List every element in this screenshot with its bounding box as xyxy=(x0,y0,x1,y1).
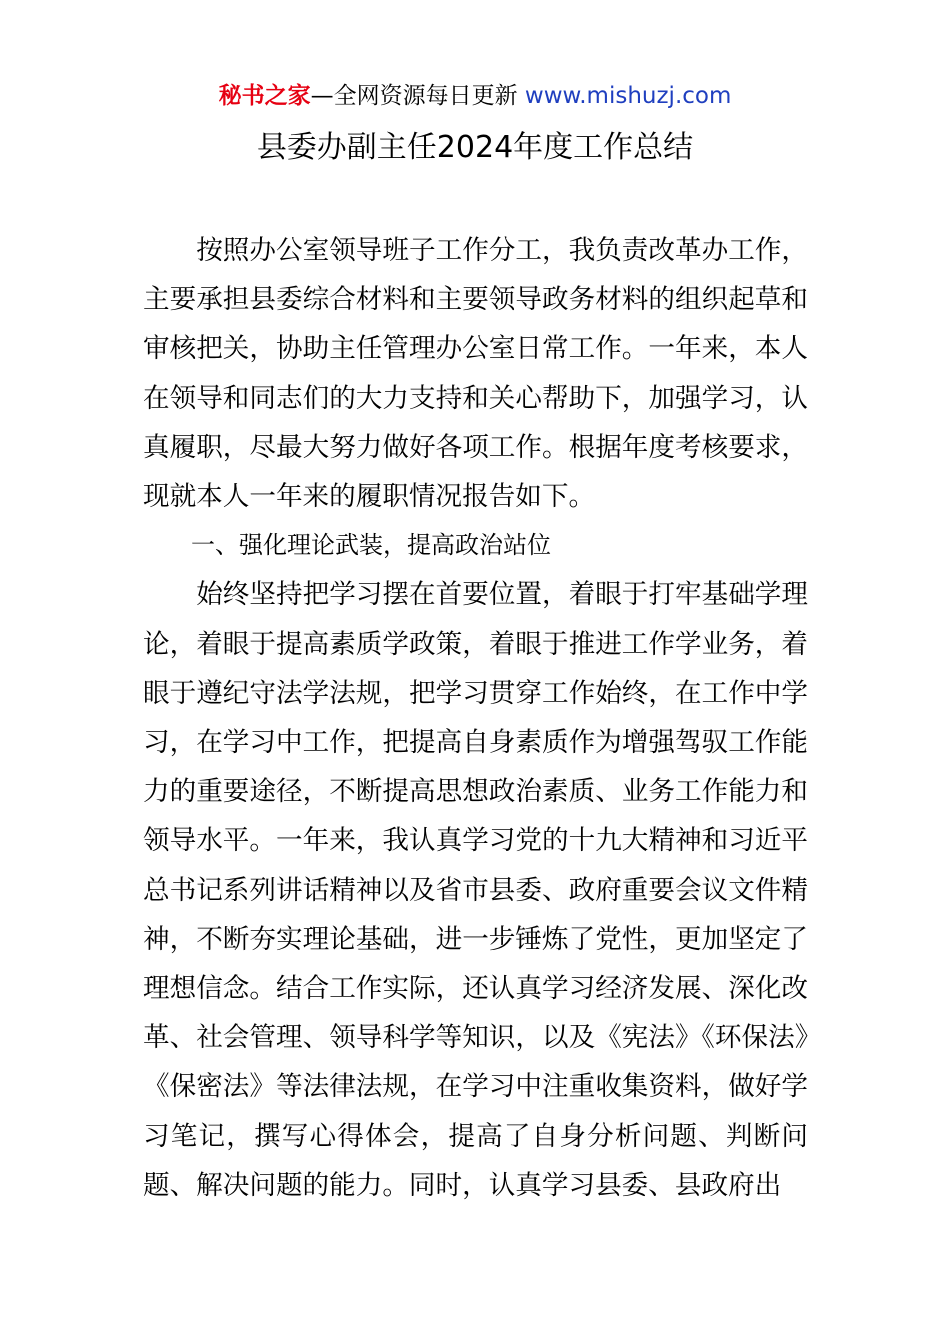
site-brand: 秘书之家 xyxy=(218,83,311,109)
site-tagline: —全网资源每日更新 xyxy=(310,83,518,109)
site-url-link[interactable]: www.mishuzj.com xyxy=(524,83,732,109)
section-heading: 一、强化理论武装，提高政治站位 xyxy=(191,531,551,560)
section-paragraph: 始终坚持把学习摆在首要位置，着眼于打牢基础学理论，着眼于提高素质学政策，着眼于推进工作学业务，着眼于遵纪守法学法规，把学习贯穿工作始终，在工作中学习，在学习中工作，把提高自身素质作为增强驾驭工作能力的重要途径，不断提高思想政治素质、业务工作能力和领导水平。一年来，我认真学习党的十九大精神和习近平总书记系列讲话精神以及省市县委、政府重要会议文件精神，不断夯实理论基础，进一步锤炼了党性，更加坚定了理想信念。结合工作实际，还认真学习经济发展、深化改革、社会管理、领导科学等知识，以及《宪法》《环保法》《保密法》等法律法规，在学习中注重收集资料，做好学习笔记，撰写心得体会，提高了自身分析问题、判断问题、解决问题的能力。同时，认真学习县委、县政府出 xyxy=(143,579,808,1201)
site-header xyxy=(0,80,950,112)
intro-paragraph: 按照办公室领导班子工作分工，我负责改革办工作，主要承担县委综合材料和主要领导政务材料的组织起草和审核把关，协助主任管理办公室日常工作。一年来，本人在领导和同志们的大力支持和关心帮助下，加强学习，认真履职，尽最大努力做好各项工作。根据年度考核要求，现就本人一年来的履职情况报告如下。 xyxy=(143,235,808,513)
document-body xyxy=(143,226,808,1210)
document-title: 县委办副主任2024年度工作总结 xyxy=(256,130,694,165)
